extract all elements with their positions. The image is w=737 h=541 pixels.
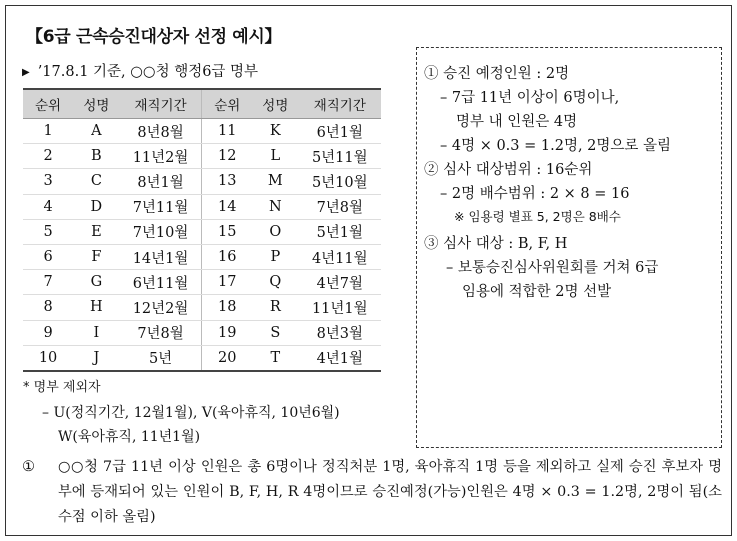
cell-tenure: 4년1월 xyxy=(316,351,364,368)
cell-name: C xyxy=(73,169,120,194)
page-title: 【6급 근속승진대상자 선정 예시】 xyxy=(26,27,282,47)
note-targets-detail: – 보통승진심사위원회를 거쳐 6급 xyxy=(446,260,659,276)
triangle-bullet-icon: ▶ xyxy=(22,67,30,78)
cell-rank: 2 xyxy=(23,144,73,169)
cell-tenure: 8년3월 xyxy=(299,320,381,345)
cell-name: L xyxy=(252,144,299,169)
table-row xyxy=(23,144,381,169)
exclusions-title: * 명부 제외자 xyxy=(23,380,101,395)
cell-name: E xyxy=(73,219,120,244)
header-rank: 순위 xyxy=(23,89,73,119)
header-name: 성명 xyxy=(73,89,120,119)
cell-rank: 11 xyxy=(202,119,252,144)
header-tenure: 재직기간 xyxy=(299,89,381,119)
header-tenure: 재직기간 xyxy=(120,89,202,119)
table-row xyxy=(23,320,381,345)
cell-tenure: 5년11월 xyxy=(299,144,381,169)
cell-tenure: 8년1월 xyxy=(120,169,202,194)
cell-rank: 4 xyxy=(23,194,73,219)
cell-name: P xyxy=(252,244,299,269)
ranking-table xyxy=(23,88,381,372)
cell-name: T xyxy=(270,349,281,366)
cell-name: D xyxy=(73,194,120,219)
cell-rank: 16 xyxy=(202,244,252,269)
cell-tenure: 7년11월 xyxy=(120,194,202,219)
cell-rank: 13 xyxy=(202,169,252,194)
cell-tenure: 6년1월 xyxy=(299,119,381,144)
cell-tenure: 11년1월 xyxy=(299,295,381,320)
cell-name: H xyxy=(73,295,120,320)
note-range: ② 심사 대상범위 : 16순위 xyxy=(424,162,593,178)
cell-rank: 7 xyxy=(23,270,73,295)
table-row xyxy=(23,244,381,269)
cell-name: O xyxy=(252,219,299,244)
cell-rank: 3 xyxy=(23,169,73,194)
note-range-reference: ※ 임용령 별표 5, 2명은 8배수 xyxy=(454,209,621,224)
bottom-paragraph xyxy=(22,455,722,530)
cell-rank: 18 xyxy=(202,295,252,320)
header-rank: 순위 xyxy=(202,89,252,119)
cell-tenure: 7년10월 xyxy=(120,219,202,244)
cell-name: R xyxy=(252,295,299,320)
table-row xyxy=(23,119,381,144)
cell-name: B xyxy=(73,144,120,169)
cell-name: J xyxy=(93,349,100,366)
bottom-number: ① xyxy=(22,459,35,475)
cell-tenure: 7년8월 xyxy=(299,194,381,219)
cell-tenure: 11년2월 xyxy=(120,144,202,169)
note-quota-detail: 명부 내 인원은 4명 xyxy=(456,114,578,130)
table-header-row xyxy=(23,89,381,119)
cell-tenure: 5년10월 xyxy=(299,169,381,194)
table-row xyxy=(23,270,381,295)
note-quota: ① 승진 예정인원 : 2명 xyxy=(424,66,570,82)
cell-rank: 10 xyxy=(38,349,58,366)
cell-tenure: 8년8월 xyxy=(120,119,202,144)
note-range-detail: – 2명 배수범위 : 2 × 8 = 16 xyxy=(440,186,630,202)
cell-rank: 19 xyxy=(202,320,252,345)
note-targets: ③ 심사 대상 : B, F, H xyxy=(424,236,568,252)
cell-tenure: 6년11월 xyxy=(120,270,202,295)
cell-rank: 15 xyxy=(202,219,252,244)
cell-rank: 17 xyxy=(202,270,252,295)
cell-rank: 20 xyxy=(202,345,252,371)
cell-name: M xyxy=(252,169,299,194)
cell-tenure: 4년11월 xyxy=(299,244,381,269)
cell-tenure: 5년1월 xyxy=(299,219,381,244)
table-row xyxy=(23,194,381,219)
note-targets-detail: 임용에 적합한 2명 선발 xyxy=(462,284,612,300)
cell-rank: 14 xyxy=(202,194,252,219)
note-quota-detail: – 7급 11년 이상이 6명이나, xyxy=(440,90,620,106)
cell-rank: 8 xyxy=(23,295,73,320)
table-row xyxy=(23,169,381,194)
cell-tenure: 14년1월 xyxy=(120,244,202,269)
exclusions-line: W(육아휴직, 11년1월) xyxy=(58,429,201,445)
cell-name: Q xyxy=(252,270,299,295)
cell-name: K xyxy=(252,119,299,144)
exclusions-line: – U(정직기간, 12월1월), V(육아휴직, 10년6월) xyxy=(42,405,340,421)
subtitle xyxy=(22,60,258,81)
table-row xyxy=(23,219,381,244)
bottom-text: ○○청 7급 11년 이상 인원은 총 6명이나 정직처분 1명, 육아휴직 1명 등을 제외하고 실제 승진 후보자 명부에 등재되어 있는 인원이 B, F, H, R 4명이므로 승진예정(가능)인원은 4명 × 0.3 = 1.2명, 2명이 됨(소수점 이하 올림) xyxy=(58,459,723,525)
cell-tenure: 12년2월 xyxy=(120,295,202,320)
table-row xyxy=(23,295,381,320)
cell-name: N xyxy=(252,194,299,219)
cell-name: A xyxy=(73,119,120,144)
subtitle-text: ’17.8.1 기준, ○○청 행정6급 명부 xyxy=(37,64,259,80)
note-quota-calc: – 4명 × 0.3 = 1.2명, 2명으로 올림 xyxy=(440,138,672,154)
cell-rank: 12 xyxy=(202,144,252,169)
table-row xyxy=(23,345,381,371)
cell-tenure: 4년7월 xyxy=(299,270,381,295)
cell-name: I xyxy=(73,320,120,345)
cell-tenure: 7년8월 xyxy=(120,320,202,345)
cell-name: F xyxy=(73,244,120,269)
cell-rank: 1 xyxy=(23,119,73,144)
header-name: 성명 xyxy=(252,89,299,119)
cell-rank: 9 xyxy=(23,320,73,345)
cell-name: G xyxy=(73,270,120,295)
cell-tenure: 5년 xyxy=(148,351,173,368)
cell-rank: 6 xyxy=(23,244,73,269)
cell-name: S xyxy=(252,320,299,345)
cell-rank: 5 xyxy=(23,219,73,244)
